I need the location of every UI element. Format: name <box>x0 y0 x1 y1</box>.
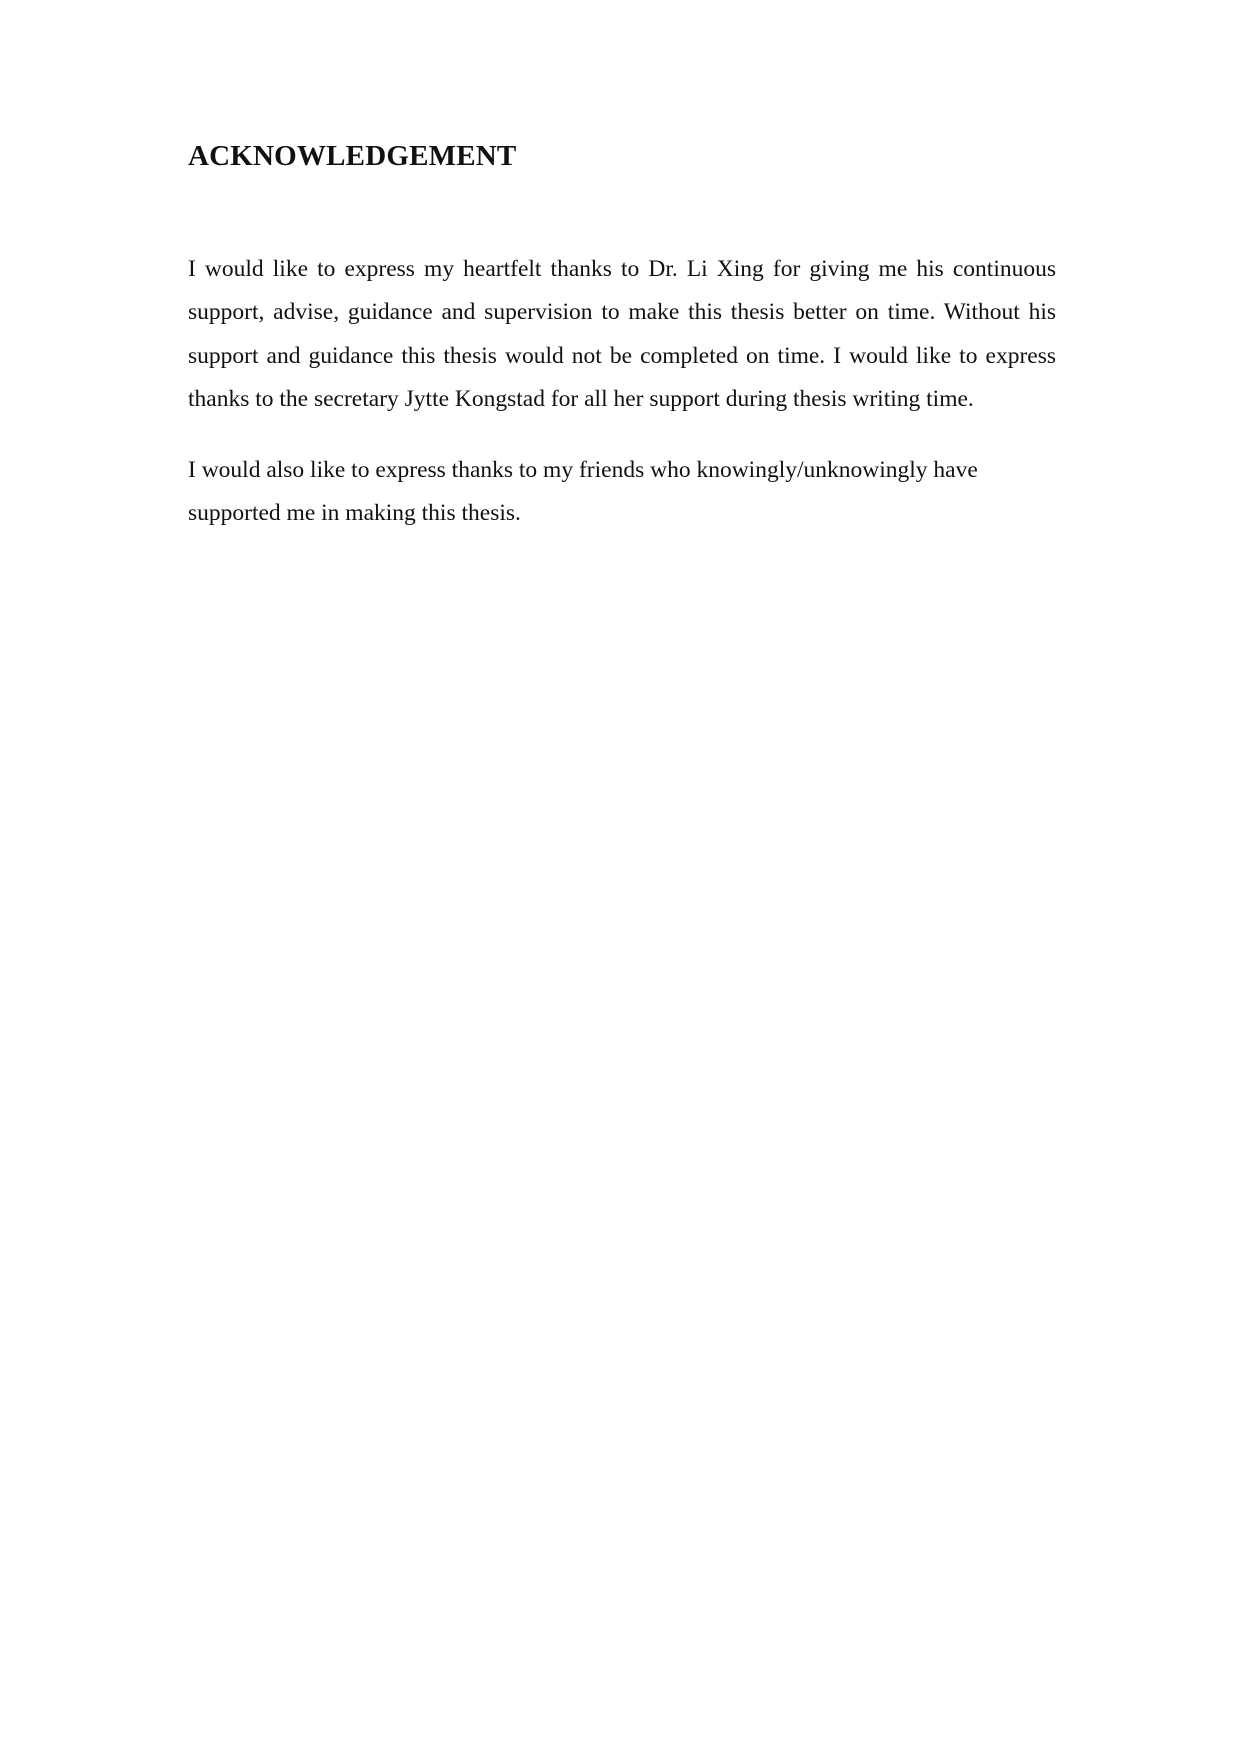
acknowledgement-paragraph-2: I would also like to express thanks to my friends who knowingly/unknowingly have supported me in making this thesis. <box>188 456 978 527</box>
page-title: ACKNOWLEDGEMENT <box>188 140 517 172</box>
page-content <box>188 138 1056 536</box>
acknowledgement-paragraph-1: I would like to express my heartfelt thanks to Dr. Li Xing for giving me his continuous support, advise, guidance and supervision to make this thesis better on time. Without his support and guidance this thesis would not be completed on time. I would like to express thanks to the secretary Jytte Kongstad for all her support during thesis writing time. <box>188 255 1056 413</box>
